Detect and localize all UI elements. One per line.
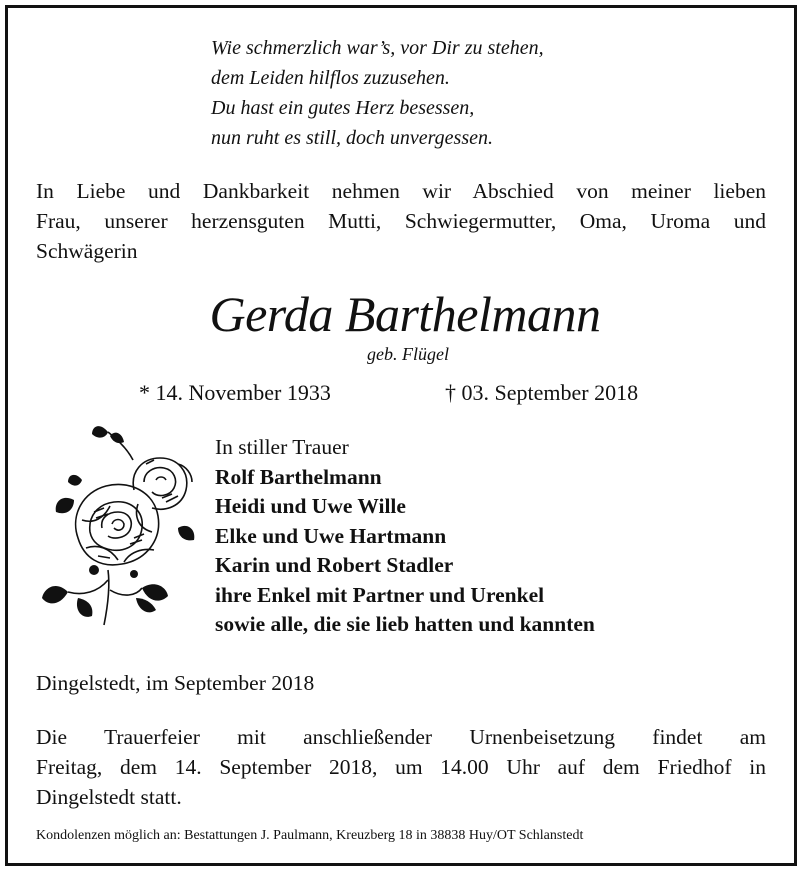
intro-text bbox=[36, 176, 766, 266]
death-date: † 03. September 2018 bbox=[445, 380, 639, 405]
rose-icon bbox=[38, 420, 198, 630]
mourners-list bbox=[215, 433, 595, 640]
funeral-line: Freitag, dem 14. September 2018, um 14.00 Uhr auf dem Friedhof in bbox=[36, 755, 766, 779]
condolence-note: Kondolenzen möglich an: Bestattungen J. Paulmann, Kreuzberg 18 in 38838 Huy/OT Schlanstedt bbox=[36, 828, 584, 843]
funeral-info bbox=[36, 722, 766, 812]
mourners-heading: In stiller Trauer bbox=[215, 435, 349, 459]
funeral-line: Die Trauerfeier mit anschließender Urnenbeisetzung findet am bbox=[36, 725, 766, 749]
mourner-name: Karin und Robert Stadler bbox=[215, 553, 454, 577]
mourner-name: Elke und Uwe Hartmann bbox=[215, 523, 447, 548]
mourner-name: Heidi und Uwe Wille bbox=[215, 494, 406, 518]
intro-line: Schwägerin bbox=[36, 239, 138, 263]
maiden-name: geb. Flügel bbox=[367, 344, 449, 364]
intro-line: Frau, unserer herzensguten Mutti, Schwiegermutter, Oma, Uroma und bbox=[36, 209, 766, 233]
funeral-line: Dingelstedt statt. bbox=[36, 785, 182, 809]
mourner-name: ihre Enkel mit Partner und Urenkel bbox=[215, 582, 545, 607]
poem-line: Du hast ein gutes Herz besessen, bbox=[211, 97, 475, 119]
poem-line: nun ruht es still, doch unvergessen. bbox=[211, 127, 494, 149]
poem-line: Wie schmerzlich war’s, vor Dir zu stehen, bbox=[211, 37, 544, 59]
obituary-frame bbox=[5, 5, 797, 866]
mourner-name: sowie alle, die sie lieb hatten und kannten bbox=[215, 612, 595, 636]
intro-line: In Liebe und Dankbarkeit nehmen wir Abschied von meiner lieben bbox=[36, 179, 766, 203]
poem bbox=[211, 33, 631, 153]
birth-date: * 14. November 1933 bbox=[139, 380, 331, 405]
deceased-name: Gerda Barthelmann bbox=[209, 286, 601, 342]
poem-line: dem Leiden hilflos zuzusehen. bbox=[211, 67, 450, 89]
place-date: Dingelstedt, im September 2018 bbox=[36, 671, 315, 695]
mourner-name: Rolf Barthelmann bbox=[215, 464, 382, 489]
